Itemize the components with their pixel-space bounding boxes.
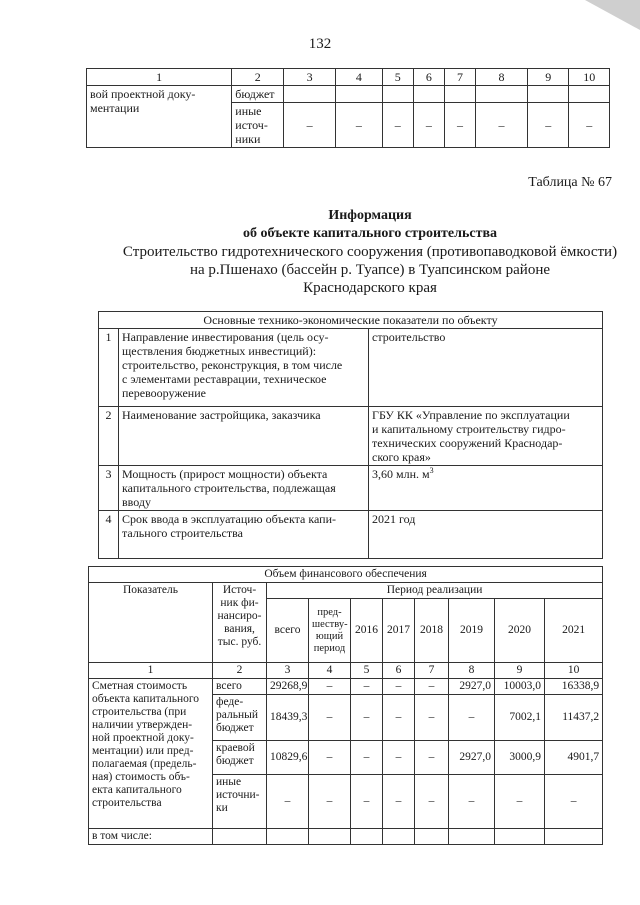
value-cell: 7002,1: [495, 695, 545, 741]
value-cell: [527, 86, 569, 103]
source-cell: иные источни- ки: [213, 775, 267, 829]
table-row: [99, 466, 603, 511]
table-row: [99, 407, 603, 466]
document-heading: [70, 207, 640, 297]
value-cell: 3000,9: [495, 741, 545, 775]
period-header: Период реализации: [267, 583, 603, 599]
value-cell: –: [527, 103, 569, 148]
source-header: Источ- ник фи- нансиро- вания, тыс. руб.: [213, 583, 267, 663]
value-cell: –: [284, 103, 336, 148]
row-label: Направление инвестирования (цель осу- ществления бюджетных инвестиций): строительство, реконструкция, в том числе с элементами реставрации, техническое перевооружение: [119, 329, 369, 407]
column-number-row: [89, 663, 603, 679]
value-cell: –: [267, 775, 309, 829]
header-cell: 7: [444, 69, 475, 86]
column-number: 5: [351, 663, 383, 679]
header-cell: 5: [382, 69, 413, 86]
row-value: [369, 466, 603, 511]
column-number: 6: [383, 663, 415, 679]
source-cell: феде- ральный бюджет: [213, 695, 267, 741]
header-cell: 2: [232, 69, 284, 86]
source-cell: иные источ- ники: [232, 103, 284, 148]
period-col-header: 2018: [415, 599, 449, 663]
value-cell: –: [449, 695, 495, 741]
value-cell: –: [383, 679, 415, 695]
heading-title: Информация: [328, 208, 412, 223]
value-cell: –: [415, 695, 449, 741]
row-number: 4: [99, 511, 119, 559]
row-number: 2: [99, 407, 119, 466]
column-number: 7: [415, 663, 449, 679]
value-cell: –: [336, 103, 383, 148]
empty-cell: [351, 829, 383, 845]
table-label: Таблица № 67: [528, 175, 612, 190]
value-cell: [336, 86, 383, 103]
empty-cell: [309, 829, 351, 845]
table-title-row: [89, 567, 603, 583]
technical-indicators-table: [98, 311, 603, 559]
period-col-header: 2020: [495, 599, 545, 663]
indicator-cell: Сметная стоимость объекта капитального строительства (при наличии утвержден- ной проектной доку- ментации) или пред- полагаемая (предель- ная) стоимость объ- екта капитального строительства: [89, 679, 213, 829]
value-cell: 10003,0: [495, 679, 545, 695]
value-cell: –: [569, 103, 610, 148]
continuation-table: [86, 68, 610, 148]
period-col-header: 2019: [449, 599, 495, 663]
period-col-header: 2017: [383, 599, 415, 663]
empty-cell: [415, 829, 449, 845]
value-cell: –: [309, 679, 351, 695]
value-cell: –: [449, 775, 495, 829]
header-cell: 3: [284, 69, 336, 86]
superscript: 3: [429, 466, 434, 475]
column-number: 3: [267, 663, 309, 679]
value-cell: 18439,3: [267, 695, 309, 741]
row-label: Срок ввода в эксплуатацию объекта капи- тального строительства: [119, 511, 369, 559]
header-cell: 9: [527, 69, 569, 86]
page-number: 132: [308, 36, 332, 52]
value-cell: [444, 86, 475, 103]
value-cell: –: [444, 103, 475, 148]
row-label: Наименование застройщика, заказчика: [119, 407, 369, 466]
column-number: 10: [545, 663, 603, 679]
indicator-cell: вой проектной доку- ментации: [87, 86, 232, 148]
source-cell: бюджет: [232, 86, 284, 103]
row-number: 1: [99, 329, 119, 407]
value-cell: –: [383, 775, 415, 829]
row-value: ГБУ КК «Управление по эксплуатации и капитальному строительству гидро- технических сооружений Краснодар- ского края»: [369, 407, 603, 466]
value-cell: [569, 86, 610, 103]
value-cell: –: [382, 103, 413, 148]
period-col-header: пред- шеству- ющий период: [309, 599, 351, 663]
header-cell: 10: [569, 69, 610, 86]
heading-object-line: Краснодарского края: [303, 280, 437, 296]
value-cell: [284, 86, 336, 103]
column-number: 8: [449, 663, 495, 679]
subtotal-label: в том числе:: [89, 829, 213, 845]
row-value-text: 3,60 млн. м: [372, 467, 430, 481]
value-cell: –: [476, 103, 528, 148]
value-cell: –: [351, 741, 383, 775]
value-cell: –: [351, 679, 383, 695]
value-cell: –: [351, 695, 383, 741]
value-cell: 2927,0: [449, 741, 495, 775]
value-cell: –: [415, 741, 449, 775]
column-number: 9: [495, 663, 545, 679]
empty-cell: [495, 829, 545, 845]
empty-cell: [267, 829, 309, 845]
column-number: 2: [213, 663, 267, 679]
header-cell: 1: [87, 69, 232, 86]
value-cell: –: [351, 775, 383, 829]
value-cell: [382, 86, 413, 103]
financing-table: [88, 566, 603, 845]
row-value: строительство: [369, 329, 603, 407]
heading-subtitle: об объекте капитального строительства: [242, 226, 498, 241]
value-cell: 29268,9: [267, 679, 309, 695]
value-cell: [476, 86, 528, 103]
header-row: [89, 583, 603, 599]
value-cell: –: [415, 775, 449, 829]
source-cell: всего: [213, 679, 267, 695]
row-value: 2021 год: [369, 511, 603, 559]
column-number: 1: [89, 663, 213, 679]
table-row: [99, 511, 603, 559]
table-title: Основные технико-экономические показатели по объекту: [99, 312, 603, 329]
table-row: [99, 329, 603, 407]
period-col-header: 2021: [545, 599, 603, 663]
period-col-header: 2016: [351, 599, 383, 663]
value-cell: 11437,2: [545, 695, 603, 741]
value-cell: –: [383, 695, 415, 741]
value-cell: 10829,6: [267, 741, 309, 775]
value-cell: 16338,9: [545, 679, 603, 695]
table-title: Объем финансового обеспечения: [89, 567, 603, 583]
heading-object-line: Строительство гидротехнического сооружения (противопаводковой ёмкости): [122, 244, 618, 260]
value-cell: [413, 86, 444, 103]
value-cell: –: [309, 741, 351, 775]
source-cell: краевой бюджет: [213, 741, 267, 775]
page-corner-fold: [585, 0, 640, 30]
empty-cell: [213, 829, 267, 845]
header-cell: 8: [476, 69, 528, 86]
continuation-header-row: [87, 69, 610, 86]
value-cell: –: [309, 775, 351, 829]
column-number: 4: [309, 663, 351, 679]
value-cell: 2927,0: [449, 679, 495, 695]
value-cell: –: [495, 775, 545, 829]
period-col-header: всего: [267, 599, 309, 663]
empty-cell: [449, 829, 495, 845]
empty-cell: [545, 829, 603, 845]
value-cell: –: [383, 741, 415, 775]
value-cell: –: [415, 679, 449, 695]
table-row: [89, 679, 603, 695]
heading-object-line: на р.Пшенахо (бассейн р. Туапсе) в Туапсинском районе: [189, 262, 551, 278]
value-cell: 4901,7: [545, 741, 603, 775]
row-number: 3: [99, 466, 119, 511]
row-label: Мощность (прирост мощности) объекта капитального строительства, подлежащая вводу: [119, 466, 369, 511]
table-row: [89, 829, 603, 845]
value-cell: –: [413, 103, 444, 148]
header-cell: 6: [413, 69, 444, 86]
header-cell: 4: [336, 69, 383, 86]
empty-cell: [383, 829, 415, 845]
table-title-row: [99, 312, 603, 329]
indicator-header: Показатель: [89, 583, 213, 663]
value-cell: –: [309, 695, 351, 741]
value-cell: –: [545, 775, 603, 829]
table-row: [87, 86, 610, 103]
